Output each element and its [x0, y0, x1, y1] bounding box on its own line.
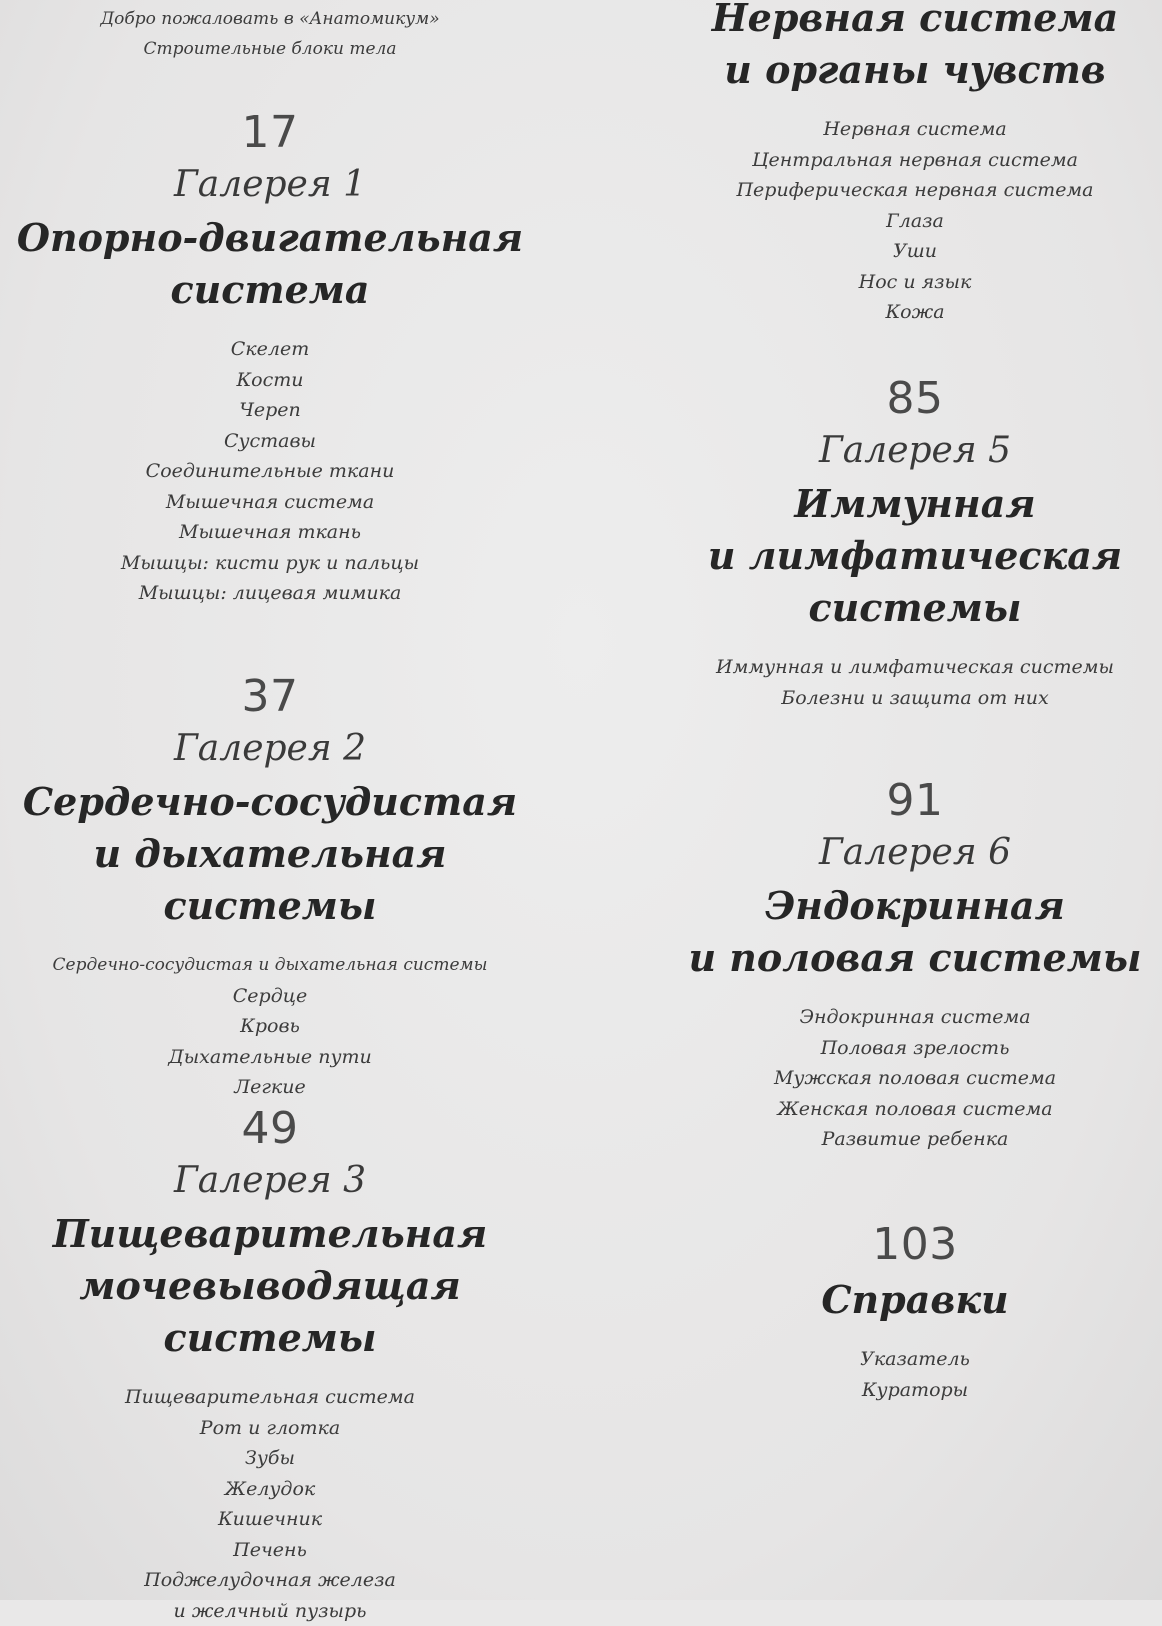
page-number: 91: [680, 776, 1150, 826]
toc-item: Суставы: [0, 426, 540, 457]
section-title-line: Сердечно-сосудистая: [0, 776, 540, 828]
toc-item: Печень: [0, 1535, 540, 1566]
toc-item: Сердечно-сосудистая и дыхательная системы: [0, 950, 540, 981]
toc-item: Кураторы: [680, 1375, 1150, 1406]
section-title: [680, 0, 1150, 96]
toc-item: и желчный пузырь: [0, 1596, 540, 1626]
section-title-line: Опорно-двигательная: [0, 212, 540, 264]
toc-item: Иммунная и лимфатическая системы: [680, 652, 1150, 683]
toc-item: Дыхательные пути: [0, 1042, 540, 1073]
section-title: [680, 478, 1150, 634]
toc-section-gallery-6: [680, 776, 1150, 1155]
gallery-label: Галерея 2: [0, 726, 540, 772]
section-title-line: и органы чувств: [680, 44, 1150, 96]
toc-item: Кровь: [0, 1011, 540, 1042]
toc-section-gallery-3: [0, 1104, 540, 1626]
toc-item: Глаза: [680, 206, 1150, 237]
toc-section-gallery-4: [680, 0, 1150, 328]
section-title-line: системы: [680, 582, 1150, 634]
toc-item: Поджелудочная железа: [0, 1565, 540, 1596]
toc-item: Развитие ребенка: [680, 1124, 1150, 1155]
section-title-line: Пищеварительная: [0, 1208, 540, 1260]
toc-section-gallery-5: [680, 374, 1150, 713]
toc-item: Пищеварительная система: [0, 1382, 540, 1413]
section-title: [0, 776, 540, 932]
toc-item-list: [0, 1382, 540, 1626]
toc-item: Добро пожаловать в «Анатомикум»: [0, 4, 540, 34]
section-title-line: Нервная система: [680, 0, 1150, 44]
toc-item: Сердце: [0, 981, 540, 1012]
toc-section-gallery-2: [0, 672, 540, 1103]
page-number: 37: [0, 672, 540, 722]
toc-item: Периферическая нервная система: [680, 175, 1150, 206]
section-title: [0, 1208, 540, 1364]
section-title: [0, 212, 540, 316]
toc-item: Мужская половая система: [680, 1063, 1150, 1094]
toc-item: Уши: [680, 236, 1150, 267]
toc-item-list: [680, 1344, 1150, 1405]
section-title: [680, 880, 1150, 984]
toc-item: Зубы: [0, 1443, 540, 1474]
toc-section-gallery-1: [0, 108, 540, 609]
section-title-line: Эндокринная: [680, 880, 1150, 932]
page-number: 49: [0, 1104, 540, 1154]
page-number: 17: [0, 108, 540, 158]
page-number: 103: [680, 1220, 1150, 1270]
toc-item: Желудок: [0, 1474, 540, 1505]
toc-item-list: [0, 950, 540, 1103]
toc-item: Скелет: [0, 334, 540, 365]
gallery-label: Галерея 1: [0, 162, 540, 208]
toc-item: Половая зрелость: [680, 1033, 1150, 1064]
toc-item: Строительные блоки тела: [0, 34, 540, 64]
toc-item: Мышцы: кисти рук и пальцы: [0, 548, 540, 579]
toc-section-references: [680, 1220, 1150, 1405]
section-title-line: и лимфатическая: [680, 530, 1150, 582]
toc-item: Мышечная система: [0, 487, 540, 518]
toc-item: Эндокринная система: [680, 1002, 1150, 1033]
toc-item-list: [680, 114, 1150, 328]
gallery-label: Галерея 5: [680, 428, 1150, 474]
section-title-line: Справки: [680, 1274, 1150, 1326]
toc-item-list: [680, 1002, 1150, 1155]
toc-item: Череп: [0, 395, 540, 426]
toc-item: Кожа: [680, 297, 1150, 328]
toc-item: Мышечная ткань: [0, 517, 540, 548]
section-title-line: и дыхательная системы: [0, 828, 540, 932]
toc-item: Кишечник: [0, 1504, 540, 1535]
section-title-line: система: [0, 264, 540, 316]
gallery-label: Галерея 3: [0, 1158, 540, 1204]
toc-item-list: [680, 652, 1150, 713]
toc-item: Нос и язык: [680, 267, 1150, 298]
section-title-line: Иммунная: [680, 478, 1150, 530]
toc-item: Женская половая система: [680, 1094, 1150, 1125]
toc-item: Соединительные ткани: [0, 456, 540, 487]
toc-item: Кости: [0, 365, 540, 396]
gallery-label: Галерея 6: [680, 830, 1150, 876]
page-number: 85: [680, 374, 1150, 424]
toc-item: Нервная система: [680, 114, 1150, 145]
toc-item: Рот и глотка: [0, 1413, 540, 1444]
toc-item: Указатель: [680, 1344, 1150, 1375]
intro-list: [0, 4, 540, 64]
section-title: [680, 1274, 1150, 1326]
section-title-line: и половая системы: [680, 932, 1150, 984]
toc-item: Центральная нервная система: [680, 145, 1150, 176]
toc-item: Мышцы: лицевая мимика: [0, 578, 540, 609]
toc-item: Легкие: [0, 1072, 540, 1103]
toc-item: Болезни и защита от них: [680, 683, 1150, 714]
section-title-line: мочевыводящая системы: [0, 1260, 540, 1364]
toc-item-list: [0, 334, 540, 609]
